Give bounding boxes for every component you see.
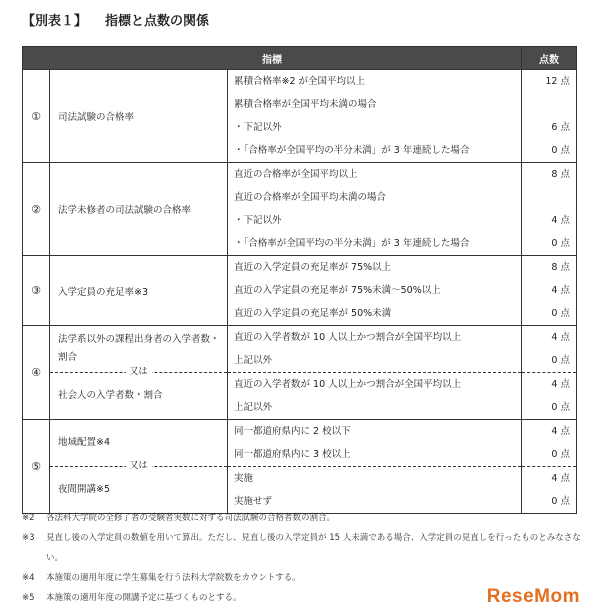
points-value: 4 点	[551, 426, 570, 437]
points-value: 6 点	[551, 122, 570, 133]
indicator-name: 入学定員の充足率※3	[50, 256, 228, 326]
indicator-name	[50, 326, 228, 420]
footnote-mark: ※4	[22, 573, 35, 583]
criterion: 直近の合格率が全国平均以上	[234, 169, 358, 180]
criterion: ・下記以外	[234, 215, 282, 226]
points-value: 4 点	[522, 372, 576, 396]
footnote-text: 本施策の適用年度の開講予定に基づくものとする。	[46, 593, 242, 603]
criterion: ・「合格率が全国平均の半分未満」が 3 年連続した場合	[234, 238, 470, 249]
table-row	[23, 256, 577, 326]
criterion: ・「合格率が全国平均の半分未満」が 3 年連続した場合	[234, 145, 470, 156]
footnote-text: 見直し後の入学定員の数値を用いて算出。ただし、見直し後の入学定員が 15 人未満である場合、入学定員の見直しを行ったものとみなさない。	[46, 533, 581, 563]
criterion: 同一都道府県内に 2 校以下	[234, 426, 351, 437]
points-value: 0 点	[551, 496, 570, 507]
title-label: 【別表１】	[22, 14, 88, 29]
points-value	[522, 186, 576, 209]
footnote-text: 各法科大学院の全修了者の受験者実数に対する司法試験の合格者数の割合。	[46, 513, 336, 523]
or-divider	[50, 461, 227, 471]
footnote-mark: ※3	[22, 533, 35, 543]
table-row	[23, 420, 577, 514]
indicator-table	[22, 46, 577, 514]
criterion: 実施	[228, 466, 521, 490]
page-title	[22, 10, 209, 29]
table-row	[23, 163, 577, 256]
points-cell	[522, 70, 577, 163]
criterion: 直近の入学定員の充足率が 75%以上	[234, 262, 392, 273]
points-value: 4 点	[551, 332, 570, 343]
points-cell	[522, 256, 577, 326]
title-text: 指標と点数の関係	[105, 14, 210, 29]
points-value: 0 点	[551, 238, 570, 249]
criteria-cell	[228, 256, 522, 326]
criterion: 上記以外	[234, 402, 273, 413]
indicator-sub-a: 法学系以外の課程出身者の入学者数・割合	[58, 334, 220, 363]
criterion: 直近の入学定員の充足率が 75%未満～50%以上	[234, 285, 441, 296]
criterion: 直近の合格率が全国平均未満の場合	[234, 192, 387, 203]
criterion: 実施せず	[234, 496, 273, 507]
or-label: 又は	[125, 460, 151, 472]
criteria-cell	[228, 326, 522, 420]
footnote	[22, 568, 582, 588]
points-value: 0 点	[551, 145, 570, 156]
table-header	[23, 47, 577, 70]
points-value: 4 点	[551, 215, 570, 226]
points-cell	[522, 163, 577, 256]
points-cell	[522, 420, 577, 514]
points-value: 0 点	[551, 449, 570, 460]
footnote	[22, 508, 582, 528]
header-points: 点数	[522, 47, 577, 70]
points-cell	[522, 326, 577, 420]
table-row	[23, 326, 577, 420]
points-value: 4 点	[551, 285, 570, 296]
indicator-name: 司法試験の合格率	[50, 70, 228, 163]
indicator-sub-b: 夜間開講※5	[58, 484, 111, 495]
criterion: 累積合格率が全国平均未満の場合	[234, 99, 377, 110]
header-indicator: 指標	[23, 47, 522, 70]
row-number: ①	[23, 70, 50, 163]
row-number: ⑤	[23, 420, 50, 514]
points-value: 12 点	[545, 76, 570, 87]
indicator-sub-b: 社会人の入学者数・割合	[58, 390, 163, 401]
points-value: 4 点	[522, 466, 576, 490]
criterion: 累積合格率※2 が全国平均以上	[234, 76, 366, 87]
footnote	[22, 528, 582, 568]
footnote-mark: ※5	[22, 593, 35, 603]
indicator-name	[50, 420, 228, 514]
points-value: 0 点	[551, 308, 570, 319]
criteria-cell	[228, 70, 522, 163]
points-value: 8 点	[551, 262, 570, 273]
row-number: ④	[23, 326, 50, 420]
resemom-logo: ReseMom	[486, 586, 580, 607]
criterion: 直近の入学者数が 10 人以上かつ割合が全国平均以上	[228, 372, 521, 396]
points-value	[522, 93, 576, 116]
criteria-cell	[228, 163, 522, 256]
criterion: ・下記以外	[234, 122, 282, 133]
criterion: 直近の入学者数が 10 人以上かつ割合が全国平均以上	[234, 332, 462, 343]
criteria-cell	[228, 420, 522, 514]
points-value: 0 点	[551, 402, 570, 413]
indicator-name: 法学未修者の司法試験の合格率	[50, 163, 228, 256]
or-label: 又は	[125, 366, 151, 378]
or-divider	[50, 367, 227, 377]
row-number: ②	[23, 163, 50, 256]
table-row	[23, 70, 577, 163]
points-value: 0 点	[551, 355, 570, 366]
footnote-text: 本施策の適用年度に学生募集を行う法科大学院数をカウントする。	[46, 573, 301, 583]
row-number: ③	[23, 256, 50, 326]
indicator-sub-a: 地域配置※4	[58, 437, 111, 448]
footnote-mark: ※2	[22, 513, 35, 523]
points-value: 8 点	[551, 169, 570, 180]
criterion: 上記以外	[234, 355, 273, 366]
criterion: 同一都道府県内に 3 校以上	[234, 449, 351, 460]
criterion: 直近の入学定員の充足率が 50%未満	[234, 308, 392, 319]
